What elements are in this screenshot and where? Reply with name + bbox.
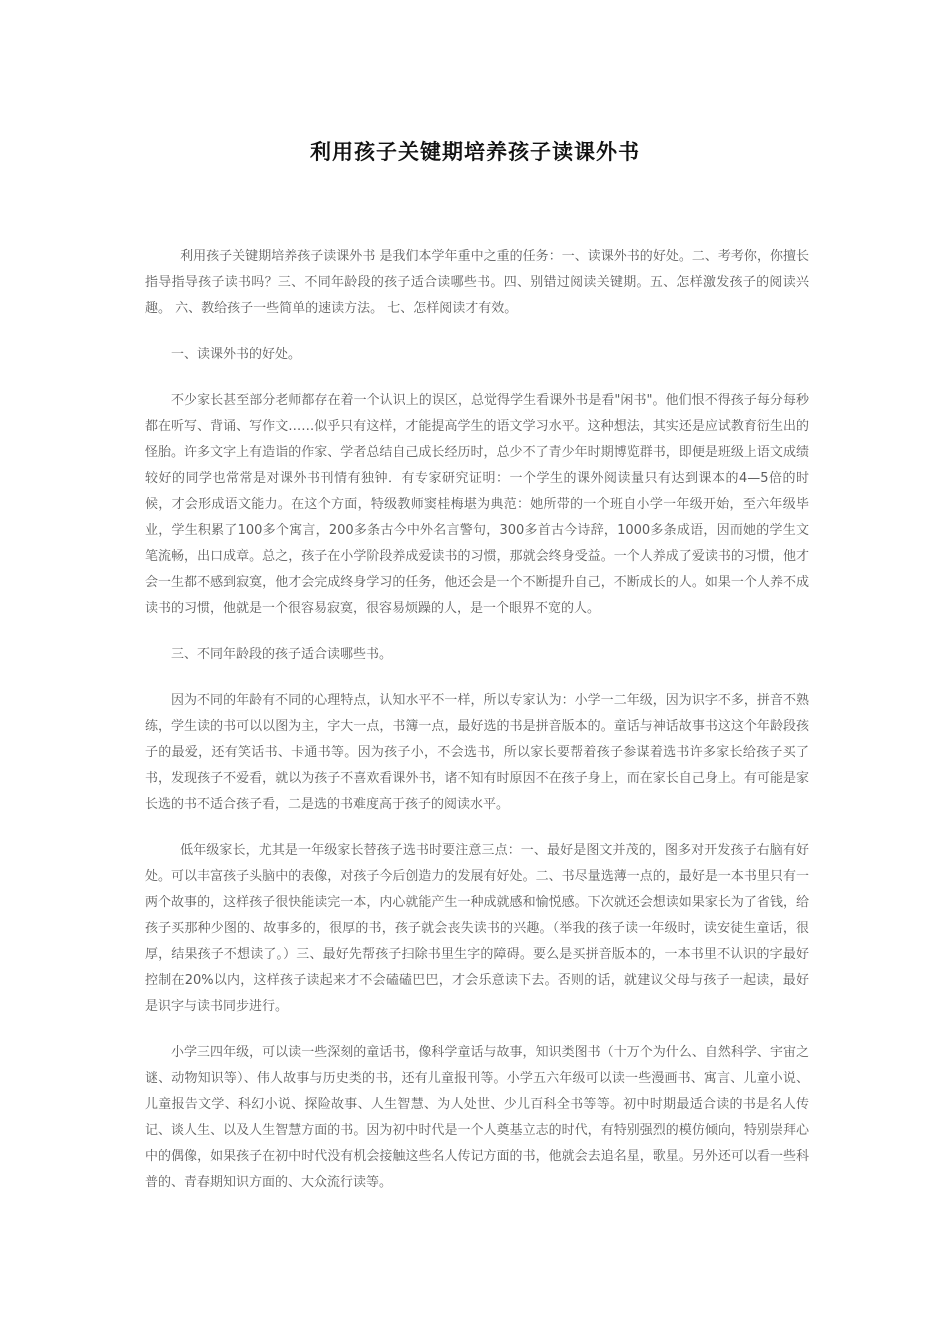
intro-paragraph: 利用孩子关键期培养孩子读课外书 是我们本学年重中之重的任务：一、读课外书的好处。二、考考你，你擅长指导指导孩子读书吗？三、不同年龄段的孩子适合读哪些书。四、别错过阅读关键期。五、怎样激发孩子的阅读兴趣。 六、教给孩子一些简单的速读方法。 七、怎样阅读才有效。 [145, 249, 809, 316]
body-paragraph: 不少家长甚至部分老师都存在着一个认识上的误区，总觉得学生看课外书是看"闲书"。他们恨不得孩子每分每秒都在听写、背诵、写作文……似乎只有这样，才能提高学生的语文学习水平。这种想法，其实还是应试教育衍生出的怪胎。许多文字上有造诣的作家、学者总结自己成长经历时，总少不了青少年时期博览群书，即便是班级上语文成绩较好的同学也常常是对课外书刊情有独钟．有专家研究证明：一个学生的课外阅读量只有达到课本的4—5倍的时候，才会形成语文能力。在这个方面，特级教师窦桂梅堪为典范：她所带的一个班自小学一年级开始，至六年级毕业，学生积累了100多个寓言，200多条古今中外名言警句，300多首古今诗辞，1000多条成语，因而她的学生文笔流畅，出口成章。总之，孩子在小学阶段养成爱读书的习惯，那就会终身受益。一个人养成了爱读书的习惯，他才会一生都不感到寂寞，他才会完成终身学习的任务，他还会是一个不断提升自己，不断成长的人。如果一个人养不成读书的习惯，他就是一个很容易寂寞，很容易烦躁的人，是一个眼界不宽的人。 [145, 393, 809, 616]
body-paragraph: 因为不同的年龄有不同的心理特点，认知水平不一样，所以专家认为：小学一二年级，因为识字不多，拼音不熟练，学生读的书可以以图为主，字大一点，书簿一点，最好选的书是拼音版本的。童话与神话故事书这这个年龄段孩子的最爱，还有笑话书、卡通书等。因为孩子小，不会选书，所以家长要帮着孩子参谋着选书许多家长给孩子买了书，发现孩子不爱看，就以为孩子不喜欢看课外书，诸不知有时原因不在孩子身上，而在家长自己身上。有可能是家长选的书不适合孩子看，二是选的书难度高于孩子的阅读水平。 [145, 693, 809, 812]
body-paragraph: 小学三四年级，可以读一些深刻的童话书，像科学童话与故事，知识类图书（十万个为什么、自然科学、宇宙之谜、动物知识等）、伟人故事与历史类的书，还有儿童报刊等。小学五六年级可以读一些漫画书、寓言、儿童小说、儿童报告文学、科幻小说、探险故事、人生智慧、为人处世、少儿百科全书等等。初中时期最适合读的书是名人传记、谈人生、以及人生智慧方面的书。因为初中时代是一个人奠基立志的时代，有特别强烈的模仿倾向，特别崇拜心中的偶像，如果孩子在初中时代没有机会接触这些名人传记方面的书，他就会去追名星，歌星。另外还可以看一些科普的、青春期知识方面的、大众流行读等。 [145, 1045, 809, 1190]
section-heading-3: 三、不同年龄段的孩子适合读哪些书。 [171, 647, 393, 662]
section-heading-1: 一、读课外书的好处。 [171, 347, 302, 362]
body-paragraph: 低年级家长，尤其是一年级家长替孩子选书时要注意三点：一、最好是图文并茂的，图多对开发孩子右脑有好处。可以丰富孩子头脑中的表像，对孩子今后创造力的发展有好处。二、书尽量选薄一点的，最好是一本书里只有一两个故事的，这样孩子很快能读完一本，内心就能产生一种成就感和愉悦感。下次就还会想读如果家长为了省钱，给孩子买那种少图的、故事多的，很厚的书，孩子就会丧失读书的兴趣。（举我的孩子读一年级时，读安徒生童话，很厚，结果孩子不想读了。）三、最好先帮孩子扫除书里生字的障碍。要么是买拼音版本的，一本书里不认识的字最好控制在20%以内，这样孩子读起来才不会磕磕巴巴，才会乐意读下去。否则的话，就建议父母与孩子一起读，最好是识字与读书同步进行。 [145, 843, 809, 1014]
document-title: 利用孩子关键期培养孩子读课外书 [310, 139, 640, 164]
document-body [145, 244, 809, 1216]
